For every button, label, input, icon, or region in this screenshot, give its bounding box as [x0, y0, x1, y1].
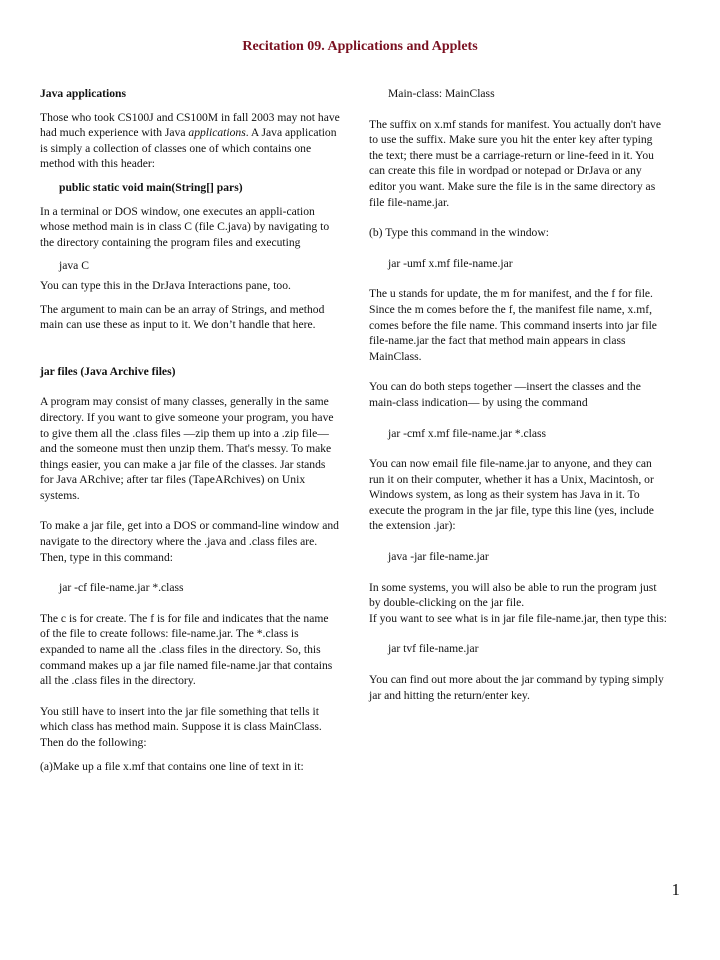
jar-umf-command: jar -umf x.mf file-name.jar: [388, 256, 513, 270]
create-explanation-paragraph: The c is for create. The f is for file and indicates that the name of the file to create follows: file-name.jar. The *.class is expanded to name all the .class files in the directory. So, this command makes up a jar file named file-name.jar that contains all the .class files in the directory.: [40, 611, 333, 688]
applications-emphasis: applications: [188, 126, 246, 140]
document-title: Recitation 09. Applications and Applets: [242, 39, 478, 54]
manifest-step-a: (a)Make up a file x.mf that contains one line of text in it:: [40, 759, 304, 773]
page-number: 1: [671, 880, 680, 899]
java-c-command: java C: [59, 259, 89, 273]
left-column: [40, 86, 340, 774]
main-class-line: Main-class: MainClass: [388, 87, 495, 100]
make-jar-paragraph: To make a jar file, get into a DOS or command-line window and navigate to the directory where the .java and .class files are. Then, type in this command:: [40, 519, 339, 564]
update-explanation-paragraph: The u stands for update, the m for manifest, and the f for file. Since the m comes before the f, the manifest file name, x.mf, comes before the file name. This command inserts into jar file file-name.jar the fact that method main appears in class MainClass.: [369, 287, 657, 363]
drjava-paragraph: You can type this in the DrJava Interactions pane, too.: [40, 278, 291, 292]
main-method-header: public static void main(String[] pars): [59, 180, 243, 194]
java-jar-command: java -jar file-name.jar: [388, 550, 489, 564]
applications-paragraph: [40, 110, 340, 172]
both-steps-paragraph: You can do both steps together —insert the classes and the main-class indication— by using the command: [369, 380, 641, 409]
jar-files-heading: jar files (Java Archive files): [40, 364, 176, 378]
main-class-insert-paragraph: You still have to insert into the jar file something that tells it which class has method main. Suppose it is class MainClass. Then do the following:: [40, 704, 322, 749]
applications-text-b: . A Java application is simply a collection of classes one of which contains one method with this header:: [40, 126, 337, 171]
manifest-paragraph: The suffix on x.mf stands for manifest. You actually don't have to use the suffix. Make sure you hit the enter key after typing the text; there must be a carriage-return or line-feed in it. You can create this file in wordpad or notepad or DrJava or any editor you want. Make sure the file is in the same directory as file file-name.jar.: [369, 117, 661, 209]
jar-intro-paragraph: A program may consist of many classes, generally in the same directory. If you want to give someone your program, you have to give them all the .class files —zip them up into a .zip file— and the someone must then unzip them. That's messy. To make things easier, you can make a jar file of the classes. Jar stands for Java ARchive; after tar files (TapeARchives) on Unix systems.: [40, 395, 334, 502]
applications-text-a: Those who took CS100J and CS100M in fall 2003 may not have had much experience with Java: [40, 110, 340, 140]
see-contents-paragraph: If you want to see what is in jar file file-name.jar, then type this:: [369, 611, 667, 625]
terminal-paragraph: In a terminal or DOS window, one executes an appli-cation whose method main is in class C (file C.java) by navigating to the directory containing the program files and executing: [40, 204, 330, 249]
email-paragraph: You can now email file file-name.jar to anyone, and they can run it on their computer, whether it has a Unix, Macintosh, or Windows system, as long as their system has Java in it. To execute the program in the jar file, type this line (yes, include the extension .jar):: [369, 457, 654, 533]
jar-cf-command: jar -cf file-name.jar *.class: [59, 581, 184, 595]
find-out-more-paragraph: You can find out more about the jar command by typing simply jar and hitting the return/enter key.: [369, 673, 664, 702]
double-click-paragraph: In some systems, you will also be able to run the program just by double-clicking on the jar file.: [369, 580, 657, 610]
jar-cmf-command: jar -cmf x.mf file-name.jar *.class: [388, 426, 547, 440]
argument-paragraph: The argument to main can be an array of Strings, and method main can use these as input to it. We don’t handle that here.: [40, 302, 325, 332]
java-applications-heading: Java applications: [40, 87, 127, 100]
step-b-paragraph: (b) Type this command in the window:: [369, 226, 549, 240]
jar-tvf-command: jar tvf file-name.jar: [388, 642, 479, 656]
right-column: [369, 86, 669, 703]
